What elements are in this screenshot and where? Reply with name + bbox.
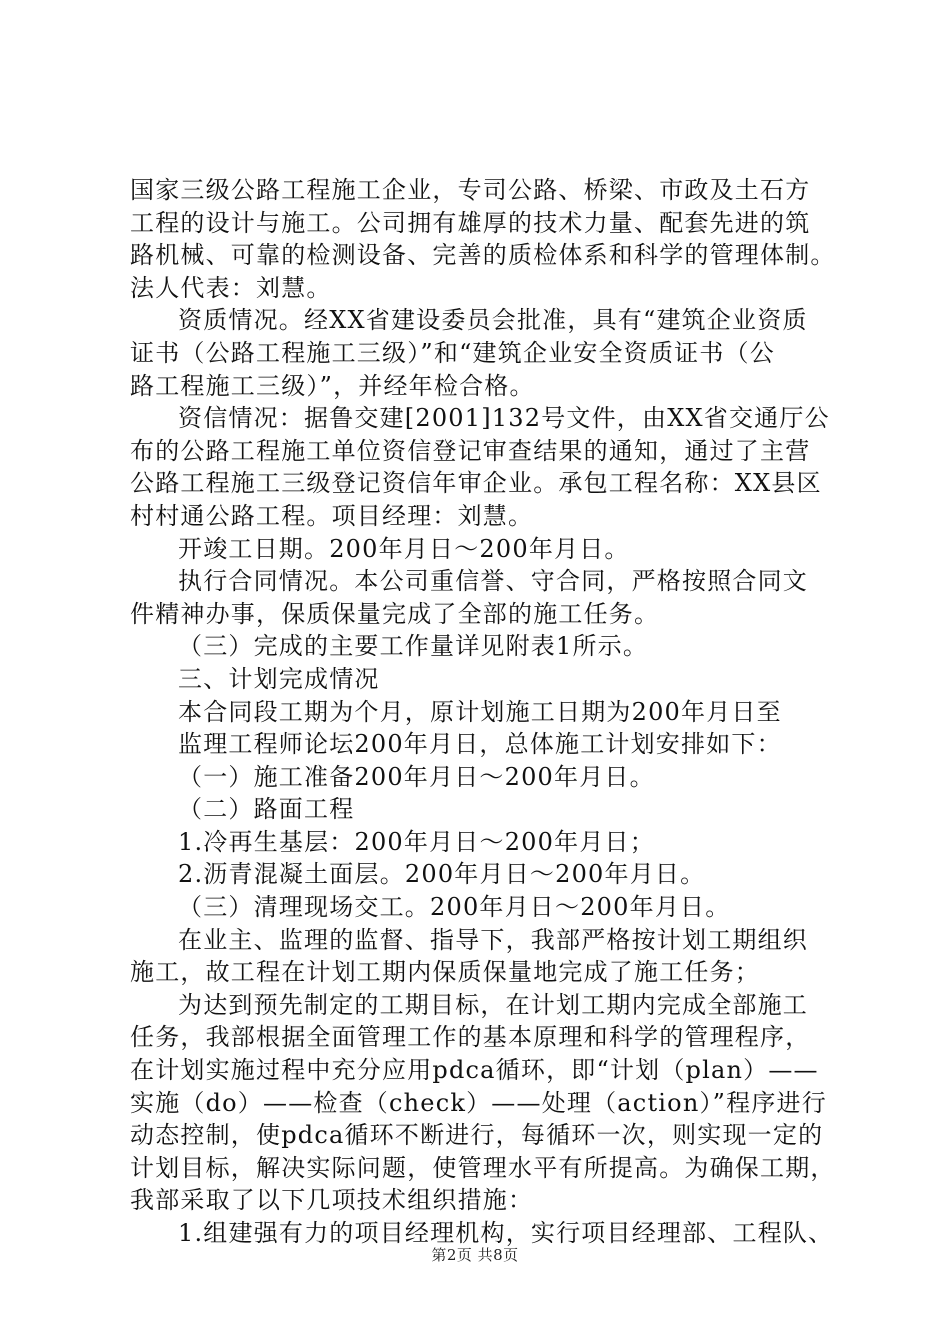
- text-line: 工程的设计与施工。公司拥有雄厚的技术力量、配套先进的筑: [130, 208, 811, 237]
- document-body: [130, 174, 850, 1250]
- text-line: 监理工程师论坛200年月日，总体施工计划安排如下：: [178, 730, 782, 759]
- text-line: 资信情况：据鲁交建[2001]132号文件，由XX省交通厅公: [178, 404, 830, 433]
- text-line: 1.组建强有力的项目经理机构，实行项目经理部、工程队、: [178, 1219, 834, 1247]
- text-line: 在计划实施过程中充分应用pdca循环，即“计划（plan）——: [130, 1056, 819, 1085]
- text-line: 在业主、监理的监督、指导下，我部严格按计划工期组织: [178, 925, 808, 954]
- text-line: 资质情况。经XX省建设委员会批准，具有“建筑企业资质: [178, 306, 808, 335]
- text-line: （一）施工准备200年月日～200年月日。: [178, 762, 655, 791]
- text-line: 法人代表：刘慧。: [130, 273, 332, 302]
- text-line: 公路工程施工三级登记资信年审企业。承包工程名称：XX县区: [130, 469, 822, 498]
- text-line: 动态控制，使pdca循环不断进行，每循环一次，则实现一定的: [130, 1121, 824, 1150]
- text-line: 本合同段工期为个月，原计划施工日期为200年月日至: [178, 697, 782, 726]
- text-line: 开竣工日期。200年月日～200年月日。: [178, 534, 630, 563]
- text-line: （二）路面工程: [178, 795, 355, 824]
- text-line: 件精神办事，保质保量完成了全部的施工任务。: [130, 599, 660, 628]
- text-line: 路工程施工三级）”，并经年检合格。: [130, 371, 535, 400]
- text-line: 任务，我部根据全面管理工作的基本原理和科学的管理程序，: [130, 1023, 811, 1052]
- page-footer: 第2页 共8页: [431, 1246, 519, 1264]
- text-line: 证书（公路工程施工三级）”和“建筑企业安全资质证书（公: [130, 338, 775, 367]
- text-line: 实施（do）——检查（check）——处理（action）”程序进行: [130, 1088, 827, 1117]
- text-line: 路机械、可靠的检测设备、完善的质检体系和科学的管理体制。: [130, 241, 836, 270]
- text-line: 三、计划完成情况: [178, 664, 380, 693]
- text-line: （三）清理现场交工。200年月日～200年月日。: [178, 893, 731, 922]
- text-line: 布的公路工程施工单位资信登记审查结果的通知，通过了主营: [130, 436, 811, 465]
- text-line: 国家三级公路工程施工企业，专司公路、桥梁、市政及土石方: [130, 176, 811, 204]
- text-line: （三）完成的主要工作量详见附表1所示。: [178, 632, 649, 661]
- text-line: 执行合同情况。本公司重信誉、守合同，严格按照合同文: [178, 567, 808, 596]
- text-line: 1.冷再生基层：200年月日～200年月日；: [178, 827, 655, 856]
- text-line: 为达到预先制定的工期目标，在计划工期内完成全部施工: [178, 990, 808, 1019]
- text-line: 我部采取了以下几项技术组织措施：: [130, 1186, 534, 1215]
- text-line: 施工，故工程在计划工期内保质保量地完成了施工任务；: [130, 958, 760, 987]
- text-line: 计划目标，解决实际问题，使管理水平有所提高。为确保工期，: [130, 1153, 836, 1182]
- text-line: 2.沥青混凝土面层。200年月日～200年月日。: [178, 860, 706, 889]
- text-line: 村村通公路工程。项目经理：刘慧。: [130, 501, 534, 530]
